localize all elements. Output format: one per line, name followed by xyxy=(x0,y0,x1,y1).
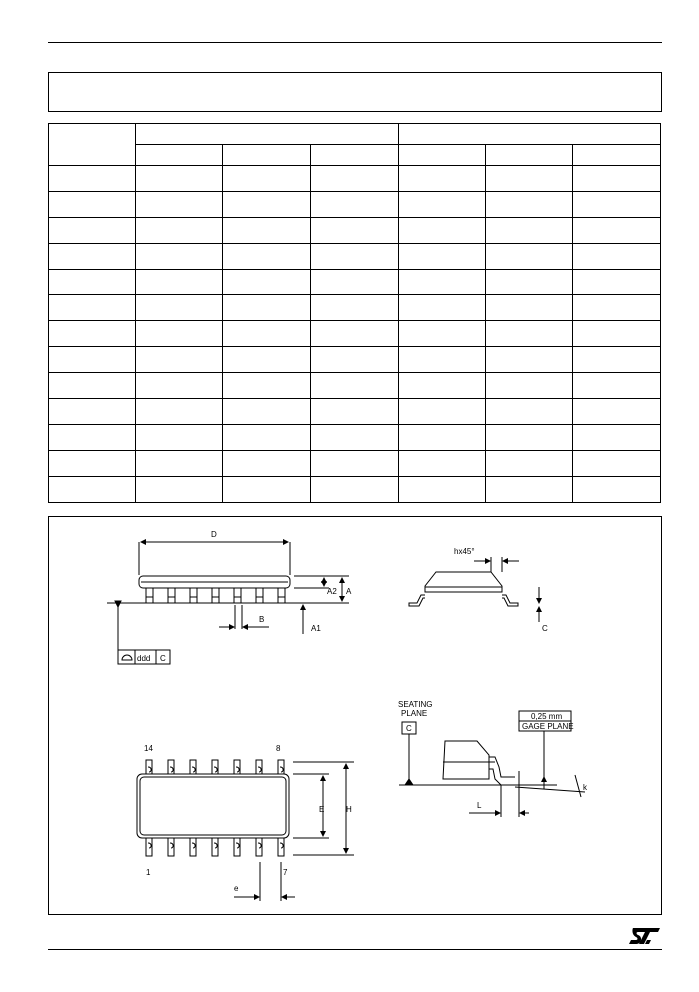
table-cell xyxy=(486,399,573,425)
table-subheader xyxy=(136,145,223,166)
lead xyxy=(168,760,174,774)
table-cell xyxy=(573,476,661,502)
package-drawing-svg xyxy=(49,517,661,914)
table-subheader xyxy=(486,145,573,166)
table-cell xyxy=(49,321,136,347)
label-D: D xyxy=(211,530,217,539)
lead xyxy=(234,838,240,856)
table-cell xyxy=(311,450,399,476)
label-C-side: C xyxy=(542,624,548,633)
table-cell xyxy=(311,373,399,399)
table-subheader xyxy=(399,145,486,166)
table-cell xyxy=(573,424,661,450)
label-seating-ref: C xyxy=(406,724,412,733)
label-e: e xyxy=(234,884,239,893)
table-cell xyxy=(223,399,311,425)
table-cell xyxy=(311,243,399,269)
lead xyxy=(278,588,285,603)
table-row xyxy=(49,295,661,321)
table-row xyxy=(49,347,661,373)
label-A: A xyxy=(346,587,352,596)
table-row xyxy=(49,399,661,425)
table-subheader xyxy=(223,145,311,166)
table-cell xyxy=(136,269,223,295)
table-cell xyxy=(136,217,223,243)
lead xyxy=(256,760,262,774)
table-cell xyxy=(573,399,661,425)
table-row xyxy=(49,450,661,476)
table-cell xyxy=(573,166,661,192)
lead xyxy=(190,588,197,603)
table-cell xyxy=(399,424,486,450)
table-cell xyxy=(136,399,223,425)
table-cell xyxy=(311,269,399,295)
title-box xyxy=(48,72,662,112)
label-A1: A1 xyxy=(311,624,321,633)
table-cell xyxy=(223,295,311,321)
table-row xyxy=(49,191,661,217)
table-cell xyxy=(311,321,399,347)
table-cell xyxy=(399,166,486,192)
table-cell xyxy=(49,373,136,399)
table-cell xyxy=(399,347,486,373)
lead xyxy=(168,588,175,603)
table-cell xyxy=(49,166,136,192)
table-cell xyxy=(399,476,486,502)
table-row xyxy=(49,373,661,399)
label-A2: A2 xyxy=(327,587,337,596)
label-datum-C: C xyxy=(160,654,166,663)
label-H: H xyxy=(346,805,352,814)
table-cell xyxy=(486,191,573,217)
label-gage-value: 0,25 mm xyxy=(531,712,563,721)
label-gage-plane: GAGE PLANE xyxy=(522,722,574,731)
table-cell xyxy=(399,269,486,295)
label-pin7: 7 xyxy=(283,868,288,877)
lead xyxy=(146,838,152,856)
table-cell xyxy=(136,191,223,217)
st-logo xyxy=(629,927,661,945)
table-row xyxy=(49,476,661,502)
table-cell xyxy=(573,450,661,476)
table-cell xyxy=(573,269,661,295)
table-cell xyxy=(311,399,399,425)
table-cell xyxy=(136,476,223,502)
table-cell xyxy=(223,424,311,450)
table-cell xyxy=(573,191,661,217)
table-cell xyxy=(486,217,573,243)
label-L: L xyxy=(477,801,482,810)
table-cell xyxy=(136,295,223,321)
table-cell xyxy=(311,295,399,321)
table-cell xyxy=(136,450,223,476)
table-cell xyxy=(486,424,573,450)
top-view xyxy=(137,760,354,901)
side-view xyxy=(409,557,539,622)
table-cell xyxy=(223,269,311,295)
table-cell xyxy=(223,243,311,269)
lead xyxy=(146,760,152,774)
lead xyxy=(234,588,241,603)
lead xyxy=(278,760,284,774)
table-cell xyxy=(311,191,399,217)
lead xyxy=(212,760,218,774)
top-rule xyxy=(48,42,662,43)
table-cell xyxy=(136,424,223,450)
table-cell xyxy=(486,166,573,192)
table-cell xyxy=(136,243,223,269)
lead xyxy=(168,838,174,856)
lead xyxy=(278,838,284,856)
table-cell xyxy=(223,191,311,217)
table-cell xyxy=(573,217,661,243)
table-cell xyxy=(573,321,661,347)
table-cell xyxy=(399,191,486,217)
table-cell xyxy=(49,295,136,321)
table-cell xyxy=(486,373,573,399)
table-cell xyxy=(311,347,399,373)
table-row xyxy=(49,321,661,347)
bottom-rule xyxy=(48,949,662,950)
table-cell xyxy=(399,450,486,476)
table-cell xyxy=(486,450,573,476)
table-cell xyxy=(486,269,573,295)
table-cell xyxy=(49,399,136,425)
table-cell xyxy=(573,373,661,399)
table-cell xyxy=(49,476,136,502)
table-cell xyxy=(49,217,136,243)
table-cell xyxy=(223,217,311,243)
label-pin8: 8 xyxy=(276,744,281,753)
lead xyxy=(190,760,196,774)
table-row xyxy=(49,166,661,192)
dimensions-table xyxy=(48,123,661,503)
lead xyxy=(190,838,196,856)
table-cell xyxy=(311,217,399,243)
table-cell xyxy=(223,450,311,476)
table-cell xyxy=(486,243,573,269)
label-plane: PLANE xyxy=(401,709,428,718)
table-row xyxy=(49,424,661,450)
label-k: k xyxy=(583,783,587,792)
table-cell xyxy=(573,295,661,321)
lead xyxy=(234,760,240,774)
lead xyxy=(146,588,153,603)
table-cell xyxy=(573,243,661,269)
table-cell xyxy=(399,373,486,399)
table-cell xyxy=(486,295,573,321)
table-cell xyxy=(49,243,136,269)
lead xyxy=(256,588,263,603)
table-subheader xyxy=(573,145,661,166)
table-cell xyxy=(486,321,573,347)
label-pin1: 1 xyxy=(146,868,151,877)
label-seating: SEATING xyxy=(398,700,433,709)
table-row xyxy=(49,269,661,295)
label-B: B xyxy=(259,615,265,624)
table-cell xyxy=(311,476,399,502)
table-cell xyxy=(136,347,223,373)
table-row xyxy=(49,243,661,269)
table-cell xyxy=(399,243,486,269)
table-cell xyxy=(399,295,486,321)
table-cell xyxy=(223,373,311,399)
table-cell xyxy=(311,166,399,192)
table-cell xyxy=(399,321,486,347)
table-cell xyxy=(49,191,136,217)
lead xyxy=(256,838,262,856)
lead xyxy=(212,838,218,856)
table-subheader xyxy=(311,145,399,166)
package-drawing xyxy=(48,516,662,915)
lead xyxy=(212,588,219,603)
table-cell xyxy=(223,476,311,502)
table-cell xyxy=(136,321,223,347)
table-cell xyxy=(136,166,223,192)
table-cell xyxy=(49,269,136,295)
table-header-dim xyxy=(49,124,136,166)
table-cell xyxy=(136,373,223,399)
table-cell xyxy=(399,217,486,243)
label-pin14: 14 xyxy=(144,744,153,753)
table-cell xyxy=(223,166,311,192)
table-cell xyxy=(311,424,399,450)
table-row xyxy=(49,217,661,243)
table-header-inch xyxy=(399,124,661,145)
table-cell xyxy=(573,347,661,373)
label-ddd: ddd xyxy=(137,654,151,663)
table-cell xyxy=(49,424,136,450)
table-cell xyxy=(399,399,486,425)
table-cell xyxy=(486,347,573,373)
table-header-mm xyxy=(136,124,399,145)
table-cell xyxy=(49,347,136,373)
label-hx45: hx45° xyxy=(454,547,475,556)
table-cell xyxy=(49,450,136,476)
table-cell xyxy=(223,347,311,373)
front-view xyxy=(107,542,349,664)
table-cell xyxy=(486,476,573,502)
label-E: E xyxy=(319,805,325,814)
table-cell xyxy=(223,321,311,347)
